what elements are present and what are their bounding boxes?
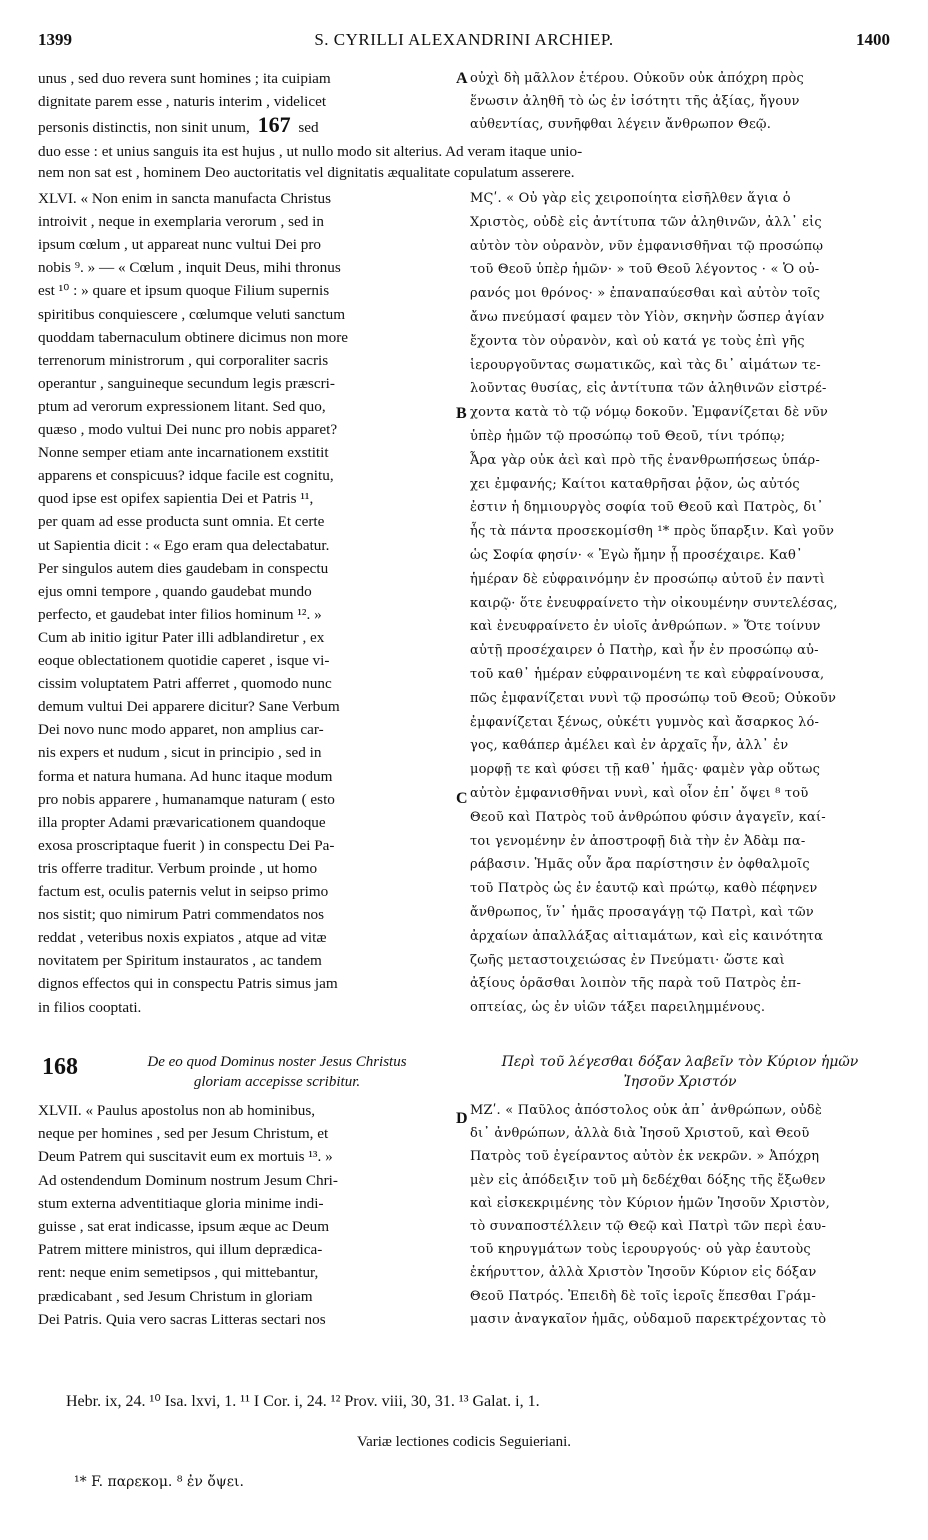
latin-text-line: per quam ad esse producta sunt omnia. Et certe — [38, 513, 325, 531]
greek-text-line: ΜϚʹ. « Οὐ γὰρ εἰς χειροποίητα εἰσῆλθεν ἅγια ὁ — [470, 191, 791, 206]
greek-text-line: χοντα κατὰ τὸ τῷ νόμῳ δοκοῦν. Ἐμφανίζεται δὲ νῦν — [470, 405, 829, 421]
greek-text-line: ἐστιν ἡ δημιουργὸς σοφία τοῦ Θεοῦ καὶ Πατρὸς, δι᾽ — [470, 500, 824, 516]
greek-text-line: λοῦντας θυσίας, εἰς ἀντίτυπα τῶν ἀληθινῶν εἰστρέ- — [470, 381, 827, 397]
margin-letter-b: B — [456, 405, 467, 422]
latin-text-line: nis expers et nudum , sicut in principio , sed in — [38, 744, 322, 762]
page-number-right: 1400 — [856, 30, 890, 49]
greek-text-line: μὲν εἰς ἀπόδειξιν τοῦ μὴ δεδέχθαι δόξης τῆς ἔξωθεν — [470, 1172, 826, 1188]
latin-text-line: novitatem per Spiritum instauratos , ac tandem — [38, 952, 322, 970]
variae-readings: ¹* F. παρεκομ. ⁸ ἐν ὄψει. — [74, 1474, 244, 1490]
section-number: 168 — [42, 1054, 78, 1080]
latin-text-line: rent: neque enim semetipsos , qui mittebantur, — [38, 1264, 319, 1282]
latin-text-line: forma et natura humana. Ad hunc itaque modum — [38, 767, 333, 785]
latin-text-line: operantur , sanguineque secundum legis præscri- — [38, 374, 335, 392]
latin-text-line: ptum ad verorum expressionem litant. Sed quo, — [38, 397, 326, 415]
greek-text-line: μασιν ἀναγκαῖον ἡμᾶς, οὐδαμοῦ παρεκτρέχοντας τὸ — [470, 1311, 827, 1327]
greek-text-line: καὶ ἐνευφραίνετο ἐν υἱοῖς ἀνθρώπων. » Ὅτε τοίνυν — [470, 619, 821, 635]
greek-text-line: καὶ εἰσκεκριμένης τὸν Κύριον ἡμῶν Ἰησοῦν Χριστὸν, — [470, 1195, 830, 1211]
latin-text-line: Per singulos autem dies gaudebam in conspectu — [38, 559, 329, 577]
latin-text-line: guisse , sat erat indicasse, ipsum æque ac Deum — [38, 1218, 330, 1235]
latin-text-line: introivit , neque in exemplaria verorum , sed in — [38, 213, 324, 231]
latin-text-line: Cum ab initio igitur Pater illi adblandiretur , ex — [38, 628, 325, 646]
greek-text-line: Πατρὸς τοῦ ἐγείραντος αὐτὸν ἐκ νεκρῶν. » Ἀπόχρη — [470, 1149, 820, 1165]
greek-text-line: αὐτὸν ἐμφανισθῆναι νυνὶ, καὶ οἷον ἐπ᾽ ὄψει ⁸ τοῦ — [470, 786, 809, 801]
greek-top-line: οὐχὶ δὴ μᾶλλον ἑτέρου. Οὐκοῦν οὐκ ἀπόχρη πρὸς — [470, 71, 805, 86]
latin-text-line: quæso , modo vultui Dei nunc pro nobis apparet? — [38, 421, 338, 438]
greek-text-line: ὑπὲρ ἡμῶν τῷ προσώπῳ τοῦ Θεοῦ, τίνι τρόπῳ; — [470, 429, 786, 444]
latin-text-line: in filios cooptati. — [38, 998, 142, 1016]
latin-text-line: eoque oblectationem quotidie caperet , isque vi- — [38, 652, 330, 669]
greek-text-line: Ἆρα γὰρ οὐκ ἀεὶ καὶ πρὸ τῆς ἐνανθρωπήσεως ὑπάρ- — [470, 452, 820, 468]
page-header — [38, 30, 890, 56]
greek-text-line: ρανός μοι θρόνος· » ἐπαναπαύεσθαι καὶ αὐτὸν τοῖς — [470, 286, 821, 302]
latin-top-line: unus , sed duo revera sunt homines ; ita cuipiam — [38, 70, 331, 87]
latin-text-line: cissim voluptatem Patri afferret , quomodo nunc — [38, 675, 332, 693]
greek-text-line: γος, καθάπερ ἀμέλει καὶ ἐν ἀρχαῖς ἦν, ἀλλ᾽ ἐν — [470, 738, 789, 754]
greek-text-line: τοι γενομένην ἐν ἀποστροφῇ διὰ τὴν ἐν Ἀδὰμ πα- — [470, 833, 806, 849]
running-title: S. CYRILLI ALEXANDRINI ARCHIEP. — [314, 30, 614, 49]
latin-text-line: apparens et conspicuus? idque facile est cognitu, — [38, 467, 334, 485]
latin-text-line: reddat , veteribus noxis expiatos , atque ad vitæ — [38, 929, 327, 947]
latin-text-line: Dei Patris. Quia vero sacras Litteras sectari nos — [38, 1310, 326, 1328]
margin-letter-a: A — [456, 70, 468, 87]
latin-text-line: demum vultui Dei apparere dicitur? Sane Verbum — [38, 698, 340, 716]
latin-text-line: nobis ⁹. » — « Cœlum , inquit Deus, mihi thronus — [38, 259, 341, 277]
greek-text-line: ἔχοντα τὸν οὐρανὸν, καὶ οὐ κατά γε τοὺς ἐπὶ γῆς — [470, 333, 805, 349]
greek-text-line: Χριστὸς, οὐδὲ εἰς ἀντίτυπα τῶν ἀληθινῶν, ἀλλ᾽ εἰς — [470, 214, 822, 230]
latin-text-line: quoddam tabernaculum obtinere dicimus non more — [38, 328, 348, 346]
greek-text-line: καιρῷ· ὅτε ἐνευφραίνετο τὴν οἰκουμένην συντελέσας, — [470, 595, 838, 611]
greek-text-line: τοῦ Πατρὸς ὡς ἐν ἑαυτῷ καὶ πρώτῳ, καθὸ πέφηνεν — [470, 881, 818, 897]
greek-section-title: Ἰησοῦν Χριστόν — [623, 1074, 737, 1090]
greek-text-line: ἄνθρωπος, ἵν᾽ ἡμᾶς προσαγάγῃ τῷ Πατρὶ, καὶ τῶν — [470, 905, 814, 920]
latin-text-line: stum externa adventitiaque gloria minime indi- — [38, 1194, 324, 1212]
latin-top-text: personis distinctis, non sinit unum, — [38, 119, 250, 136]
latin-top-line: dignitate parem esse , naturis interim , videlicet — [38, 93, 327, 110]
greek-text-line: τοῦ καθ᾽ ἡμέραν εὐφραινομένη τε καὶ εὐφραίνουσα, — [470, 667, 825, 682]
greek-text-line: ράβασιν. Ἡμᾶς οὖν ἄρα παρίστησιν ἐν ὀφθαλμοῖς — [470, 857, 810, 873]
greek-text-line: ζωῆς μεταστοιχειώσας ἐν Πνεύματι· ὥστε καὶ — [470, 952, 785, 968]
greek-text-line: ΜΖʹ. « Παῦλος ἀπόστολος οὐκ ἀπ᾽ ἀνθρώπων, οὐδὲ — [470, 1103, 823, 1118]
greek-text-line: τὸ συναποστέλλειν τῷ Θεῷ καὶ Πατρὶ τῶν περὶ ἑαυ- — [470, 1219, 827, 1234]
greek-top-line: αὐθεντίας, συνῆφθαι λέγειν ἄνθρωπον Θεῷ. — [470, 117, 772, 132]
latin-text-line: ut Sapientia dicit : « Ego eram qua delectabatur. — [38, 536, 330, 554]
greek-section-title: Περὶ τοῦ λέγεσθαι δόξαν λαβεῖν τὸν Κύριον ἡμῶν — [501, 1054, 859, 1070]
greek-text-line: τοῦ κηρυγμάτων τοὺς ἱερουργούς· οὐ γὰρ ἑαυτοὺς — [470, 1242, 811, 1258]
greek-text-line: ἧς τὰ πάντα προσεκομίσθη ¹* πρὸς ὕπαρξιν. Καὶ γοῦν — [470, 524, 835, 540]
latin-text-line: exosa proscriptaque fuerit ) in conspectu Dei Pa- — [38, 836, 335, 854]
latin-text-line: factum est, oculis paternis velut in seipso primo — [38, 883, 329, 900]
latin-text-line: ipsum cœlum , ut appareat nunc vultui Dei pro — [38, 236, 322, 254]
latin-text-line: ejus omni tempore , quando gaudebat mundo — [38, 582, 312, 600]
greek-text-line: τοῦ Θεοῦ ὑπὲρ ἡμῶν· » τοῦ Θεοῦ λέγοντος · « Ὁ οὐ- — [470, 262, 820, 278]
full-width-line: nem non sat est , hominem Deo auctoritatis vel dignitatis æqualitate copulatum asserere. — [38, 164, 575, 181]
latin-text-line: est ¹⁰ : » quare et ipsum quoque Filium supernis — [38, 282, 330, 300]
latin-text-line: Dei novo nunc modo apparet, non amplius car- — [38, 721, 324, 739]
latin-section-title: De eo quod Dominus noster Jesus Christus — [147, 1054, 407, 1070]
column-number: 167 — [257, 114, 291, 137]
latin-text-line: Deum Patrem qui suscitavit eum ex mortuis ¹³. » — [38, 1148, 333, 1166]
greek-text-line: Θεοῦ καὶ Πατρὸς τοῦ ἀνθρώπου φύσιν ἀγαγεῖν, καί- — [470, 809, 826, 825]
latin-text-line: terrenorum ministrorum , qui corporaliter sacris — [38, 351, 329, 369]
greek-text-line: πῶς ἐμφανίζεται νυνὶ τῷ προσώπῳ τοῦ Θεοῦ; Οὐκοῦν — [470, 690, 837, 706]
latin-section-title: gloriam accepisse scribitur. — [193, 1074, 361, 1090]
latin-text-line: Ad ostendendum Dominum nostrum Jesum Chri- — [38, 1171, 338, 1189]
latin-text-line: quod ipse est opifex sapientia Dei et Patris ¹¹, — [38, 490, 314, 508]
latin-text-line: illa propter Adami prævaricationem quandoque — [38, 813, 326, 831]
latin-text-line: perfecto, et gaudebat inter filios hominum ¹². » — [38, 605, 322, 623]
greek-text-line: δι᾽ ἀνθρώπων, ἀλλὰ διὰ Ἰησοῦ Χριστοῦ, καὶ Θεοῦ — [470, 1126, 810, 1142]
greek-text-line: αὐτὸν τὸν οὐρανὸν, νῦν ἐμφανισθῆναι τῷ προσώπῳ — [470, 238, 824, 254]
latin-text-line: XLVII. « Paulus apostolus non ab hominibus, — [38, 1102, 316, 1119]
greek-text-line: ἱερουργοῦντας σωματικῶς, καὶ τὰς δι᾽ αἱμάτων τε- — [470, 357, 821, 373]
greek-text-line: ἐμφανίζεται ξένως, οὐκέτι γυμνὸς καὶ ἄσαρκος λό- — [470, 714, 820, 730]
greek-text-line: χει ἐμφανής; Καίτοι καταθρῆσαι ῥᾷον, ὡς αὐτός — [470, 476, 800, 492]
margin-letter-d: D — [456, 1110, 468, 1127]
latin-top-text: sed — [298, 119, 319, 136]
latin-text-line: Patrem mittere ministros, qui illum deprædica- — [38, 1241, 323, 1259]
latin-text-line: XLVI. « Non enim in sancta manufacta Christus — [38, 190, 332, 207]
latin-text-line: dignos effectos qui in conspectu Patris simus jam — [38, 975, 338, 993]
greek-text-line: αὐτῇ προσέχαιρεν ὁ Πατὴρ, καὶ ἦν ἐν προσώπῳ αὐ- — [470, 643, 819, 659]
greek-text-line: ὡς Σοφία φησίν· « Ἐγὼ ἤμην ᾗ προσέχαιρε. Καθ᾽ — [470, 548, 803, 563]
latin-top-line — [38, 114, 454, 138]
footnotes: Hebr. ix, 24. ¹⁰ Isa. lxvi, 1. ¹¹ I Cor. i, 24. ¹² Prov. viii, 30, 31. ¹³ Galat. i, 1. — [66, 1393, 540, 1410]
latin-text-line: spiritibus conquiescere , cœlumque veluti sanctum — [38, 305, 346, 323]
margin-letter-c: C — [456, 790, 468, 807]
greek-text-line: μορφῇ τε καὶ φύσει τῇ καθ᾽ ἡμᾶς· φαμὲν γὰρ οὕτως — [470, 762, 821, 778]
latin-text-line: Nonne semper etiam ante incarnationem exstitit — [38, 444, 329, 462]
greek-text-line: οπτείας, ὡς ἐν υἱῶν τάξει παρειλημμένους. — [470, 1000, 766, 1016]
greek-text-line: ἡμέραν δὲ εὐφραινόμην ἐν προσώπῳ αὐτοῦ ἐν παντὶ — [470, 571, 826, 587]
latin-text-line: nos sistit; quo nimirum Patri commendatos nos — [38, 906, 325, 924]
full-width-line: duo esse : et unius sanguis ita est hujus , ut nullo modo sit alterius. Ad veram itaque unio- — [38, 143, 583, 160]
greek-text-line: ἀξίους ὁρᾶσθαι λοιπὸν τῆς παρὰ τοῦ Πατρὸς ἐπ- — [470, 976, 802, 992]
latin-text-line: pro nobis apparere , humanamque naturam ( esto — [38, 790, 335, 808]
latin-text-line: prædicabant , sed Jesum Christum in gloriam — [38, 1287, 313, 1305]
greek-text-line: ἐκήρυττον, ἀλλὰ Χριστὸν Ἰησοῦν Κύριον εἰς δόξαν — [470, 1265, 817, 1281]
variae-heading: Variæ lectiones codicis Seguieriani. — [356, 1434, 572, 1450]
latin-text-line: neque per homines , sed per Jesum Christum, et — [38, 1125, 329, 1143]
latin-text-line: tris offerre traditur. Verbum proinde , ut homo — [38, 859, 318, 877]
greek-text-line: ἄνω πνεύμασί φαμεν τὸν Υἱὸν, σκηνὴν ὥσπερ ἁγίαν — [470, 310, 825, 325]
greek-text-line: Θεοῦ Πατρός. Ἐπειδὴ δὲ τοῖς ἱεροῖς ἕπεσθαι Γράμ- — [470, 1288, 816, 1304]
greek-top-line: ἕνωσιν ἀληθῆ τὸ ὡς ἐν ἰσότητι τῆς ἀξίας, ἤγουν — [470, 94, 800, 109]
greek-text-line: ἀρχαίων ἀπαλλάξας αἰτιαμάτων, καὶ εἰς καινότητα — [470, 928, 824, 944]
page-number-left: 1399 — [38, 30, 72, 49]
